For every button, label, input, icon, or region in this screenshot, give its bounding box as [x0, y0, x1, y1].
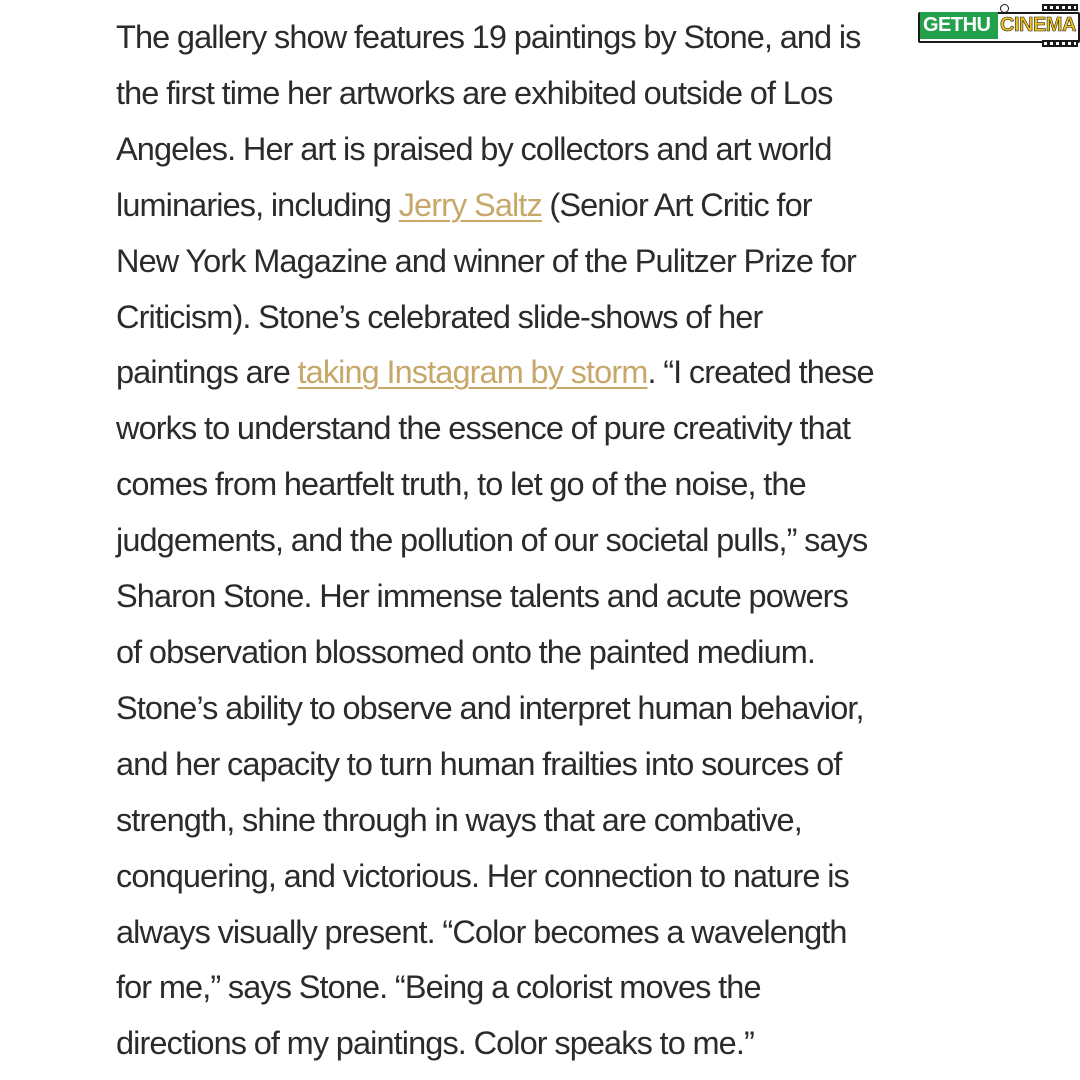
film-strip-icon — [1042, 40, 1078, 47]
paragraph-line: comes from heartfelt truth, to let go of the noise, the — [116, 466, 806, 503]
line-text: paintings are — [116, 354, 298, 391]
watermark-logo — [918, 4, 1080, 48]
paragraph-line: Stone’s ability to observe and interpret human behavior, — [116, 689, 864, 726]
jerry-saltz-link[interactable]: Jerry Saltz — [398, 186, 542, 223]
paragraph-line: Angeles. Her art is praised by collectors and art world — [116, 130, 832, 167]
paragraph-line: conquering, and victorious. Her connection to nature is — [116, 857, 849, 894]
line-text: (Senior Art Critic for — [541, 186, 812, 223]
paragraph-line: judgements, and the pollution of our societal pulls,” says — [116, 522, 868, 559]
paragraph-line: strength, shine through in ways that are combative, — [116, 801, 802, 838]
film-strip-icon — [1042, 4, 1078, 11]
watermark-right-text: CINEMA — [1000, 14, 1076, 36]
watermark-left-text: GETHU — [920, 12, 998, 39]
paragraph-line: works to understand the essence of pure creativity that — [116, 410, 851, 447]
paragraph-line: always visually present. “Color becomes a wavelength — [116, 913, 847, 950]
line-text: luminaries, including — [116, 186, 399, 223]
paragraph-line: Criticism). Stone’s celebrated slide-shows of her — [116, 298, 763, 335]
paragraph-line: the first time her artworks are exhibited outside of Los — [116, 74, 833, 111]
line-text: . “I created these — [647, 354, 874, 391]
paragraph-line: New York Magazine and winner of the Pulitzer Prize for — [116, 242, 856, 279]
paragraph-line: of observation blossomed onto the painted medium. — [116, 633, 816, 670]
paragraph-line: and her capacity to turn human frailties into sources of — [116, 745, 842, 782]
article-body — [116, 10, 1016, 1072]
paragraph-line: Sharon Stone. Her immense talents and acute powers — [116, 578, 848, 615]
paragraph-line: for me,” says Stone. “Being a colorist moves the — [116, 969, 761, 1006]
instagram-link[interactable]: taking Instagram by storm — [297, 354, 648, 391]
paragraph-line — [116, 178, 1016, 234]
paragraph-line — [116, 345, 1016, 401]
paragraph-line: The gallery show features 19 paintings by Stone, and is — [116, 19, 861, 55]
paragraph-line: directions of my paintings. Color speaks to me.” — [116, 1025, 754, 1062]
